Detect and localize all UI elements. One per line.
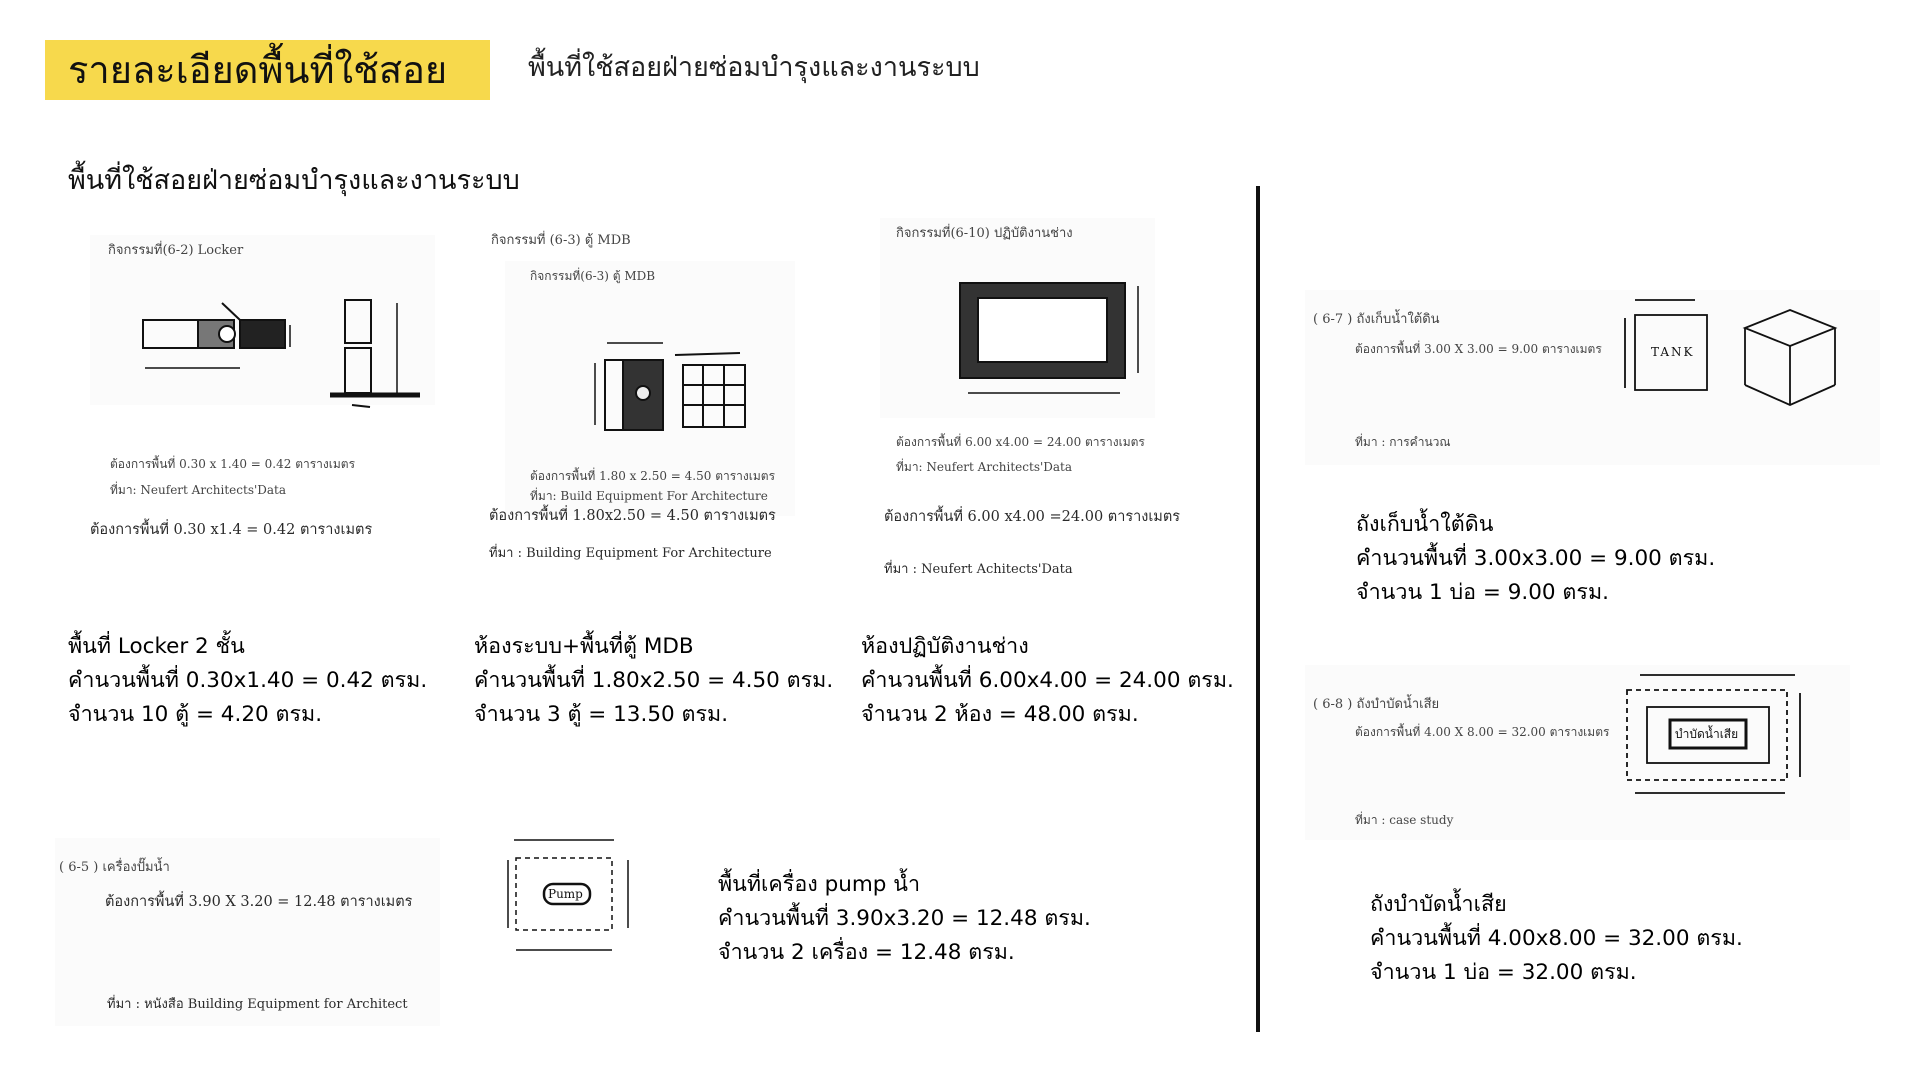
septic-sketch bbox=[1305, 665, 1850, 840]
item-name: ห้องปฏิบัติงานช่าง bbox=[861, 634, 1029, 659]
workshop-info bbox=[861, 630, 1234, 732]
scan-caption: ( 6-7 ) ถังเก็บน้ำใต้ดิน bbox=[1313, 312, 1440, 327]
tank-sketch bbox=[1305, 290, 1880, 465]
scan-caption-small: กิจกรรมที่(6-3) ตู้ MDB bbox=[530, 269, 656, 283]
scan-requirement: ต้องการพื้นที่ 3.00 X 3.00 = 9.00 ตารางเมตร bbox=[1355, 342, 1602, 356]
item-count: จำนวน 2 เครื่อง = 12.48 ตรม. bbox=[718, 940, 1015, 965]
item-count: จำนวน 2 ห้อง = 48.00 ตรม. bbox=[861, 702, 1139, 727]
mdb-info bbox=[474, 630, 833, 732]
scan-source-small: ที่มา: Build Equipment For Architecture bbox=[530, 489, 768, 503]
scan-caption: กิจกรรมที่(6-10) ปฏิบัติงานช่าง bbox=[896, 226, 1073, 241]
item-name: พื้นที่ Locker 2 ชั้น bbox=[68, 634, 245, 659]
scan-caption: กิจกรรมที่ (6-3) ตู้ MDB bbox=[491, 233, 631, 248]
scan-requirement-large: ต้องการพื้นที่ 1.80x2.50 = 4.50 ตารางเมตร bbox=[489, 508, 776, 524]
item-name: พื้นที่เครื่อง pump น้ำ bbox=[718, 872, 921, 897]
mdb-sketch bbox=[485, 225, 795, 445]
item-count: จำนวน 3 ตู้ = 13.50 ตรม. bbox=[474, 702, 729, 727]
tank-sketch-label: TANK bbox=[1651, 345, 1695, 359]
pump-sketch bbox=[478, 820, 678, 960]
scan-source-small: ที่มา: Neufert Architects'Data bbox=[896, 460, 1073, 474]
item-calc: คำนวนพื้นที่ 4.00x8.00 = 32.00 ตรม. bbox=[1370, 926, 1743, 951]
scan-source-large: ที่มา : Building Equipment For Architecture bbox=[489, 546, 772, 561]
section-title: พื้นที่ใช้สอยฝ่ายซ่อมบำรุงและงานระบบ bbox=[68, 165, 520, 196]
tank-scan bbox=[1305, 290, 1880, 465]
scan-requirement-large: ต้องการพื้นที่ 6.00 x4.00 =24.00 ตารางเมตร bbox=[884, 509, 1181, 525]
locker-sketch bbox=[90, 235, 435, 415]
septic-scan bbox=[1305, 665, 1850, 840]
pump-sketch-label: Pump bbox=[548, 887, 583, 901]
item-calc: คำนวนพื้นที่ 6.00x4.00 = 24.00 ตรม. bbox=[861, 668, 1234, 693]
scan-requirement: ต้องการพื้นที่ 4.00 X 8.00 = 32.00 ตารางเมตร bbox=[1355, 725, 1610, 739]
scan-requirement-small: ต้องการพื้นที่ 0.30 x 1.40 = 0.42 ตารางเมตร bbox=[110, 457, 356, 471]
scan-source: ที่มา : การคำนวณ bbox=[1355, 435, 1451, 449]
scan-caption: ( 6-5 ) เครื่องปั๊มน้ำ bbox=[59, 860, 170, 875]
column-divider bbox=[1256, 186, 1260, 1032]
tank-info bbox=[1356, 508, 1715, 610]
scan-source-large: ที่มา : Neufert Achitects'Data bbox=[884, 562, 1073, 577]
item-name: ห้องระบบ+พื้นที่ตู้ MDB bbox=[474, 634, 694, 659]
scan-requirement-large: ต้องการพื้นที่ 0.30 x1.4 = 0.42 ตารางเมตร bbox=[90, 522, 373, 538]
item-count: จำนวน 1 บ่อ = 9.00 ตรม. bbox=[1356, 580, 1609, 605]
locker-scan bbox=[90, 235, 435, 545]
scan-requirement: ต้องการพื้นที่ 3.90 X 3.20 = 12.48 ตารางเมตร bbox=[105, 894, 413, 910]
item-calc: คำนวนพื้นที่ 1.80x2.50 = 4.50 ตรม. bbox=[474, 668, 834, 693]
item-name: ถังเก็บน้ำใต้ดิน bbox=[1356, 512, 1494, 537]
page-subtitle: พื้นที่ใช้สอยฝ่ายซ่อมบำรุงและงานระบบ bbox=[528, 52, 980, 83]
item-count: จำนวน 10 ตู้ = 4.20 ตรม. bbox=[68, 702, 323, 727]
septic-sketch-label: บำบัดน้ำเสีย bbox=[1675, 727, 1739, 741]
scan-source: ที่มา : หนังสือ Building Equipment for Architect bbox=[107, 997, 408, 1012]
workshop-sketch bbox=[880, 218, 1155, 418]
scan-requirement-small: ต้องการพื้นที่ 6.00 x4.00 = 24.00 ตารางเมตร bbox=[896, 435, 1145, 449]
scan-source: ที่มา : case study bbox=[1355, 813, 1454, 827]
workshop-scan bbox=[880, 218, 1181, 583]
item-name: ถังบำบัดน้ำเสีย bbox=[1370, 892, 1507, 917]
item-calc: คำนวนพื้นที่ 3.90x3.20 = 12.48 ตรม. bbox=[718, 906, 1091, 931]
page-title: รายละเอียดพื้นที่ใช้สอย bbox=[68, 48, 448, 92]
pump-scan bbox=[55, 838, 440, 1026]
locker-info bbox=[68, 630, 427, 732]
item-calc: คำนวนพื้นที่ 3.00x3.00 = 9.00 ตรม. bbox=[1356, 546, 1716, 571]
pump-info bbox=[718, 868, 1091, 970]
item-count: จำนวน 1 บ่อ = 32.00 ตรม. bbox=[1370, 960, 1637, 985]
mdb-scan bbox=[485, 225, 795, 570]
septic-info bbox=[1370, 888, 1743, 990]
scan-caption: กิจกรรมที่(6-2) Locker bbox=[108, 243, 244, 258]
scan-source-small: ที่มา: Neufert Architects'Data bbox=[110, 483, 287, 497]
item-calc: คำนวนพื้นที่ 0.30x1.40 = 0.42 ตรม. bbox=[68, 668, 428, 693]
scan-requirement-small: ต้องการพื้นที่ 1.80 x 2.50 = 4.50 ตารางเมตร bbox=[530, 469, 776, 483]
scan-caption: ( 6-8 ) ถังบำบัดน้ำเสีย bbox=[1313, 697, 1440, 712]
